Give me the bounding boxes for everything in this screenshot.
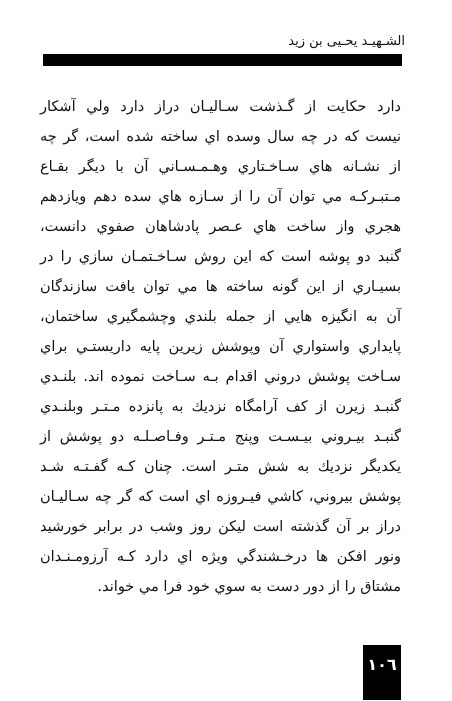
text-line: از نشـانه هاي سـاخـتاري وهـمـسـاني آن با ديگر بقـاع: [40, 159, 401, 175]
text-line: يكديگر نزديك به شش متـر است. چنان كـه گفـتـه شـد: [40, 459, 401, 475]
text-line: بسيـاري از اين گونه ساخته ها مي توان يافت سازندگان: [40, 279, 401, 295]
text-line: مشتاق را از دور دست به سوي خود فرا مي خواند.: [97, 579, 401, 595]
text-line: آن به انگيزه هايي از جمله بلندي وچشمگيري ساختمان،: [40, 309, 401, 325]
page-number: ١٠٦: [363, 645, 401, 700]
text-line: مـتبـركـه مي توان آن را از سـازه هاي سده دهم ويازدهم: [40, 189, 401, 205]
text-line: نيست كه در چه سال وسده اي ساخته شده است، گر چه: [40, 129, 401, 145]
text-line: گنبـد بيـروني بيـسـت وپنج مـتـر وفـاصـلـه دو پوشش از: [40, 429, 401, 445]
text-line: دارد حكايت از گـذشت سـاليـان دراز دارد ولي آشكار: [40, 99, 401, 115]
text-line: هجري واز ساخت هاي عـصر پادشاهان صفوي دانست،: [40, 219, 401, 235]
text-line: گنبـد زيرن از كف آرامگاه نزديك به پانزده مـتـر وبلنـدي: [40, 399, 401, 415]
text-line: پوشش بيروني، كاشي فيـروزه اي است كه گر چه سـاليـان: [40, 489, 401, 505]
running-head: الشـهيـد يحـيى بن زيد: [288, 34, 405, 49]
text-line: ونور افكن ها درخـشندگي ويژه اي دارد كـه آرزومـنـدان: [40, 549, 401, 565]
text-line: دراز بر آن گذشته است ليكن روز وشب در برابر خورشيد: [40, 519, 401, 535]
text-line: گنبد دو پوشه است كه اين روش سـاخـتمـان سازي را در: [40, 249, 401, 265]
text-line: سـاخت پوشش دروني اقدام بـه سـاخت نموده اند. بلنـدي: [40, 369, 401, 385]
text-line: پايداري واستواري آن وپوشش زيرين پايه داريستـي براي: [40, 339, 401, 355]
body-text: [40, 92, 401, 602]
header-rule: [43, 54, 402, 66]
